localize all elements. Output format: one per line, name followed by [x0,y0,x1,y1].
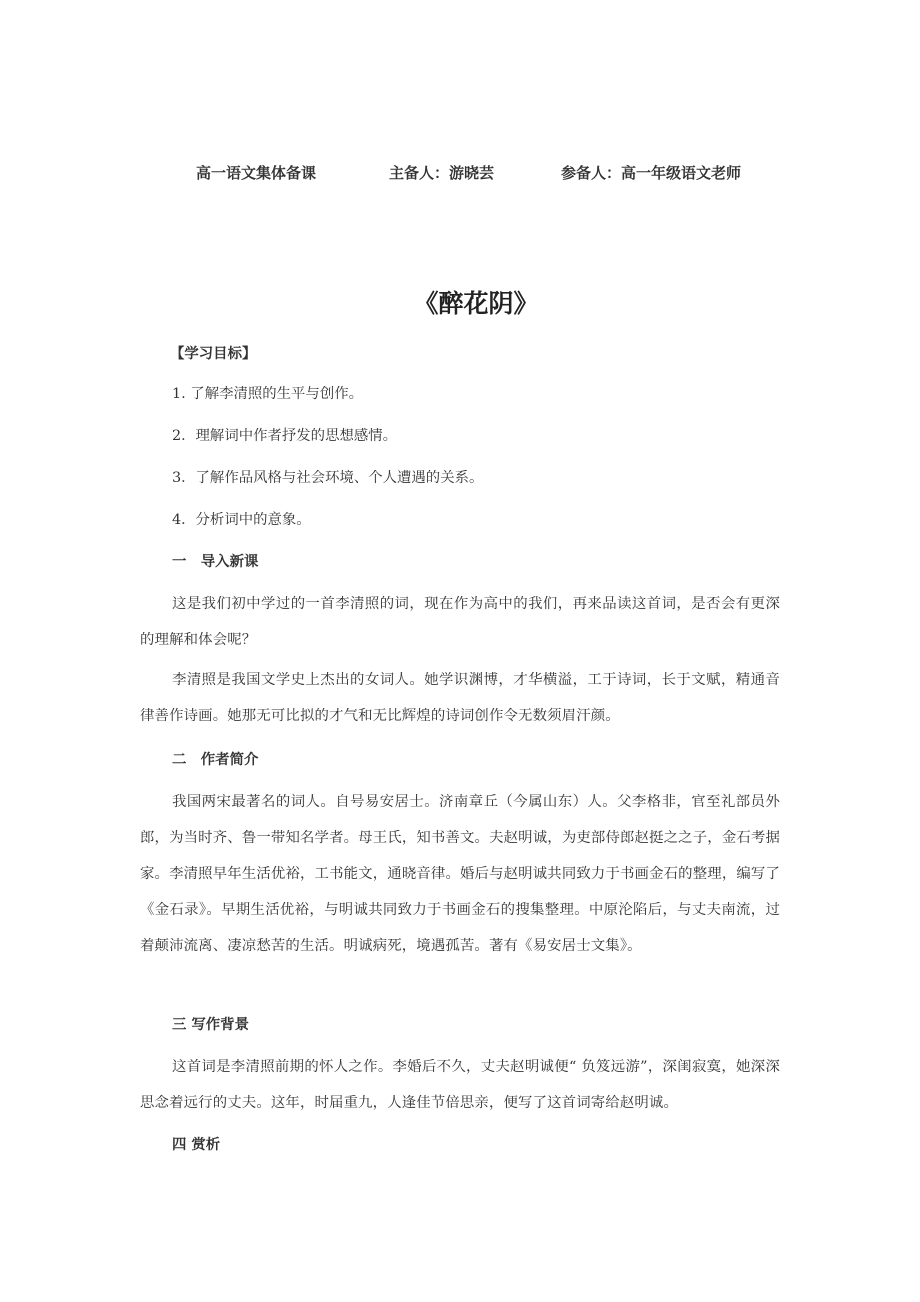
objective-item-3: 3．了解作品风格与社会环境、个人遭遇的关系。 [172,470,484,486]
header-lead-teacher: 主备人：游晓芸 [389,164,495,182]
section-heading-background: 三 写作背景 [172,1017,249,1033]
objective-item-2: 2．理解词中作者抒发的思想感情。 [172,428,398,444]
page-header [0,160,920,186]
section-heading-author: 二 作者简介 [172,752,259,768]
author-paragraph: 我国两宋最著名的词人。自号易安居士。济南章丘（今属山东）人。父李格非，官至礼部员外郎，为当时齐、鲁一带知名学者。母王氏，知书善文。夫赵明诚，为吏部侍郎赵挺之之子，金石考据家。李清照早年生活优裕，工书能文，通晓音律。婚后与赵明诚共同致力于书画金石的整理，编写了《金石录》。早期生活优裕，与明诚共同致力于书画金石的搜集整理。中原沦陷后，与丈夫南流，过着颠沛流离、凄凉愁苦的生活。明诚病死，境遇孤苦。著有《易安居士文集》。 [140,794,780,954]
header-participants: 参备人：高一年级语文老师 [561,164,742,182]
objective-item-4: 4．分析词中的意象。 [172,512,311,528]
section-heading-intro: 一 导入新课 [172,554,259,570]
objective-item-1: 1. 了解李清照的生平与创作。 [172,386,363,402]
objectives-heading: 【学习目标】 [170,346,257,362]
header-course: 高一语文集体备课 [196,164,317,182]
intro-paragraph-1: 这是我们初中学过的一首李清照的词，现在作为高中的我们，再来品读这首词，是否会有更深的理解和体会呢？ [140,596,780,648]
background-paragraph: 这首词是李清照前期的怀人之作。李婚后不久，丈夫赵明诚便“ 负笈远游”，深闺寂寞，她深深思念着远行的丈夫。这年，时届重九，人逢佳节倍思亲，便写了这首词寄给赵明诚。 [140,1059,780,1111]
intro-paragraph-2: 李清照是我国文学史上杰出的女词人。她学识渊博，才华横溢，工于诗词，长于文赋，精通音律善作诗画。她那无可比拟的才气和无比辉煌的诗词创作令无数须眉汗颜。 [140,672,780,724]
document-title: 《醉花阴》 [413,289,539,318]
section-heading-appreciation: 四 赏析 [172,1137,221,1153]
